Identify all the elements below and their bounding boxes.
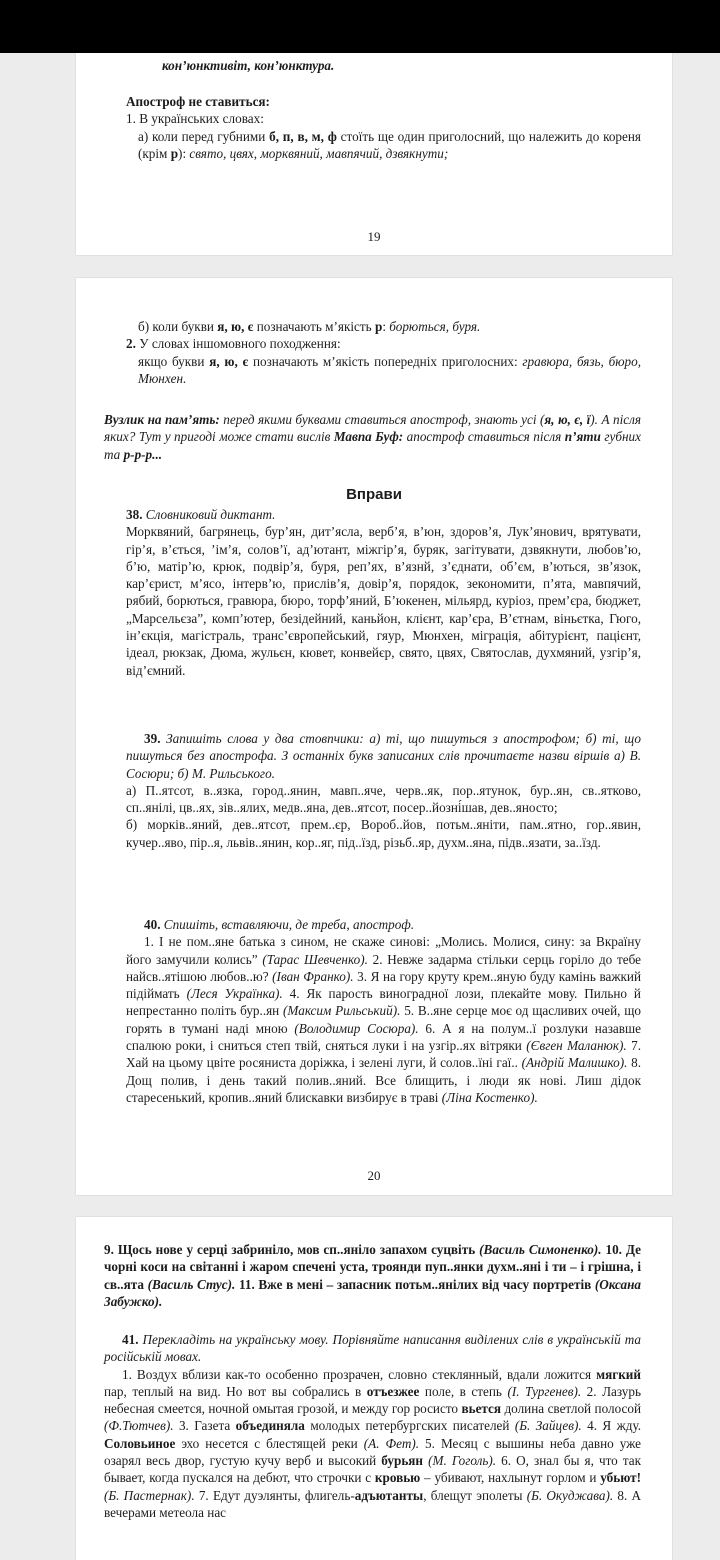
page-19	[76, 53, 672, 255]
exercise-39-b: б) морків..яний, дев..ятсот, прем..єр, Вороб..йов, потьм..яніти, пам..ятно, гор..явин, кучер..яво, пір..я, львів..янин, кор..яг, під..їзд, різьб..яр, духм..яна, підв..язати, за..їзд.	[126, 817, 641, 850]
exercise-40-continued	[104, 1241, 641, 1310]
continued-words: кон’юнктивіт, кон’юнктура.	[162, 58, 335, 73]
exercise-40-text: 1. І не пом..яне батька з сином, не скаже синові: „Молись. Молися, сину: за Вкраїну його замучили колись” (Тарас Шевченко). 2. Невже задарма стільки серць горіло до тебе найсв..ятішою любов..ю? (Іван Франко). 3. Я на гору круту крем..яную буду камінь важкий підіймать (Леся Українка). 4. Як парость виноградної лози, плекайте мову. Пильно й непрестанно політь бур..ян (Максим Рильський). 5. В..яне серце моє од щасливих очей, що горять в тумані наді мною (Володимир Сосюра). 6. А я на полум..ї розлуки назавше спалюю роки, і сниться степ твій, сняться луки і на узгір..ях вітряки (Євген Маланюк). 7. Хай на цьому цвіте росяниста доріжка, і зелені луги, й солов..їні гаї.. (Андрій Малишко). 8. Дощ полив, і день такий полив..яний. Все блищить, і люди як нові. Лиш дідок старесенький, кропив..яний блискавки визбирує в траві (Ліна Костенко).	[126, 934, 642, 1105]
page-21	[76, 1217, 672, 1560]
exercise-41-title: 41. Перекладіть на українську мову. Порівняйте написання виділених слів в українській та російській мовах.	[104, 1332, 641, 1365]
exercise-41-text: 1. Воздух вблизи как-то особенно прозрачен, словно стеклянный, вдали ложится мягкий пар, теплый на вид. Но вот вы собрались в отъезжее поле, в степь (І. Тургенев). 2. Лазурь небесная смеется, ночной омытая грозой, и между гор росисто вьется долина светлой полосой (Ф.Тютчев). 3. Газета объединяла молодых петербургских писателей (Б. Зайцев). 4. Я жду. Соловьиное эхо несется с блестящей реки (А. Фет). 5. Месяц с вышины неба давно уже озарял весь двор, густую кучу верб и высокий бурьян (М. Гоголь). 6. О, знал бы я, что так бывает, когда пускался на дебют, что строчки с кровью – убивают, нахлынут горлом и убьют! (Б. Пастернак). 7. Едут дуэлянты, флигель-адъютанты, блещут эполеты (Б. Окуджава). 8. А вечерами метеола нас	[104, 1366, 642, 1520]
memo-box	[104, 411, 641, 463]
exercise-39-title: 39. Запишіть слова у два стовпчики: а) ті, що пишуться з апострофом; б) ті, що пишуться без апострофа. З останніх букв записаних слів прочитаєте назви віршів а) В. Сосюри; б) М. Рильського.	[126, 731, 641, 781]
exercise-38-title: 38. Словниковий диктант.	[126, 507, 276, 522]
exercise-40-cont-text: 9. Щось нове у серці забриніло, мов сп..яніло запахом суцвіть (Василь Симоненко). 10. Де чорні коси на світанні і жаром спечені уста, троянди пуп..янки духм..яні і ти – і грішна, і св..ята (Василь Стус). 11. Вже в мені – запасник потьм..янілих від часу портретів (Оксана Забужко).	[104, 1242, 642, 1309]
rule1a: а) коли перед губними б, п, в, м, ф стоїть ще один приголосний, що належить до кореня (крім р): свято, цвях, морквяний, мавпячий, дзвякнути;	[138, 128, 641, 161]
exercise-38	[126, 506, 641, 679]
page-20	[76, 278, 672, 1195]
exercise-38-text: Морквяний, багрянець, бур’ян, дит’ясла, верб’я, в’юн, здоров’я, Лук’янович, врятувати, гір’я, в’ється, ’ім’я, солов’ї, ад’ютант, міжгір’я, буряк, загітувати, дзвякнути, любов’ю, б’ю, матір’ю, крюк, подвір’я, буря, реп’ях, в’язнй, з’єднати, об’єм, в’ються, зв’язок, кар’єрист, м’ясо, інтерв’ю, прислів’я, довір’я, порядок, зекономити, п’ята, мавпячий, рябий, борються, гравюра, бюро, торф’яний, Б’юкенен, мільярд, куріоз, прем’єра, бюджет, „Марсельєза”, комп’ютер, безідейний, каньйон, клієнт, кар’єра, В’єтнам, віньєтка, Гюго, ін’єкція, магістраль, транс’європейський, гяур, Мюнхен, міграція, абітурієнт, пацієнт, ідеал, рюкзак, Дюма, жульєн, кювет, конвейєр, свято, цвях, Святослав, духмяний, узгір’я, від’ємний.	[126, 524, 641, 678]
top-bar	[0, 0, 720, 53]
page-number: 19	[367, 229, 381, 244]
exercise-40-title: 40. Спишіть, вставляючи, де треба, апостроф.	[144, 917, 414, 932]
exercises-heading: Вправи	[346, 486, 402, 503]
rule-heading: Апостроф не ставиться:	[126, 94, 270, 109]
page-number: 20	[367, 1168, 381, 1183]
exercise-41	[104, 1331, 641, 1521]
exercise-39-a: а) П..ятсот, в..язка, город..янин, мавп..яче, черв..як, пор..ятунок, бур..ян, св..ятково, сп..янілі, цв..ях, зів..ялих, медв..яна, дев..ятсот, посер..йозні́шав, дев..яносто;	[126, 782, 641, 816]
rule1b: б) коли букви я, ю, є позначають м’якість р: борються, буря.	[138, 319, 481, 334]
exercise-39	[126, 730, 641, 851]
memo-text: Вузлик на пам’ять: перед якими буквами ставиться апостроф, знають усі (я, ю, є, ї). А після яких? Тут у пригоді може стати вислів Мавпа Буф: апостроф ставиться після п’яти губних та р-р-р...	[104, 412, 641, 462]
rule-apostrophe-not-used	[126, 93, 641, 162]
exercise-40	[126, 916, 641, 1106]
rule1-title: 1. В українських словах:	[126, 111, 264, 127]
rule2-title: 2. У словах іншомовного походження:	[126, 336, 341, 352]
rules-continued	[126, 318, 641, 387]
rule2-text: якщо букви я, ю, є позначають м’якість попередніх приголосних: гравюра, бязь, бюро, Мюнхен.	[138, 353, 642, 386]
